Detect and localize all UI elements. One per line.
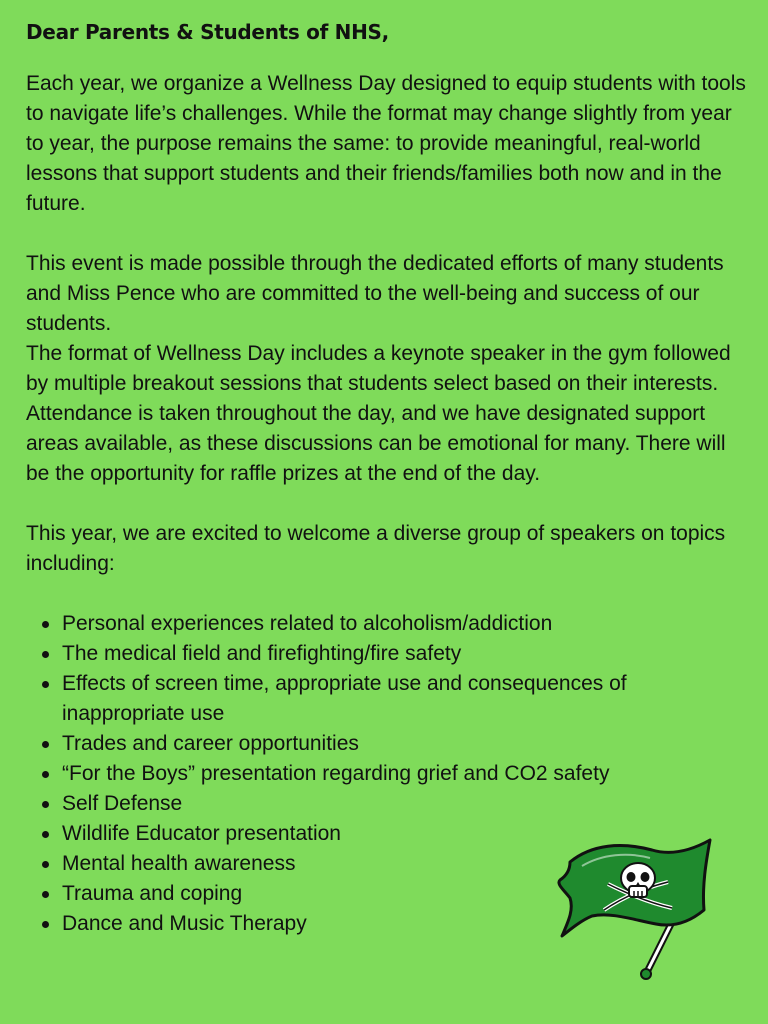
letter-body [26,18,750,939]
list-item [62,729,750,759]
bullet-icon [42,831,49,838]
paragraph-format: The format of Wellness Day includes a keynote speaker in the gym followed by multiple breakout sessions that students select based on their interests. Attendance is taken throughout the day, and we have designated support areas available, as these discussions can be emotional for many. There will be the opportunity for raffle prizes at the end of the day. [26,342,731,485]
paragraph-intro: Each year, we organize a Wellness Day designed to equip students with tools to navigate life’s challenges. While the format may change slightly from year to year, the purpose remains the same: to provide meaningful, real-world lessons that support students and their friends/families both now and in the future. [26,72,746,215]
bullet-icon [42,681,49,688]
list-item [62,759,750,789]
flag-pole [641,922,672,979]
bullet-icon [42,651,49,658]
letter-greeting: Dear Parents & Students of NHS, [26,20,389,44]
paragraph-spacer [26,489,750,519]
topic-text: Trades and career opportunities [62,732,359,755]
topic-text: Effects of screen time, appropriate use and consequences of inappropriate use [62,672,627,725]
topic-text: Trauma and coping [62,882,243,905]
bullet-icon [42,921,49,928]
topic-text: The medical field and firefighting/fire safety [62,642,462,665]
list-item [62,789,750,819]
bullet-icon [42,801,49,808]
topic-text: Dance and Music Therapy [62,912,307,935]
paragraph-spacer [26,219,750,249]
bullet-icon [42,891,49,898]
paragraph-speakers: This year, we are excited to welcome a diverse group of speakers on topics including: [26,522,726,575]
bullet-icon [42,621,49,628]
list-item [62,639,750,669]
paragraph-spacer [26,579,750,609]
topic-text: Self Defense [62,792,183,815]
list-item [62,609,750,639]
topic-text: “For the Boys” presentation regarding grief and CO2 safety [62,762,610,785]
paragraph-thanks: This event is made possible through the dedicated efforts of many students and Miss Pence who are committed to the well-being and success of our students. [26,252,724,335]
bullet-icon [42,771,49,778]
topic-text: Personal experiences related to alcoholism/addiction [62,612,553,635]
bullet-icon [42,741,49,748]
topic-text: Wildlife Educator presentation [62,822,341,845]
pirate-flag-icon [552,836,718,982]
list-item [62,669,750,729]
bullet-icon [42,861,49,868]
topic-text: Mental health awareness [62,852,296,875]
